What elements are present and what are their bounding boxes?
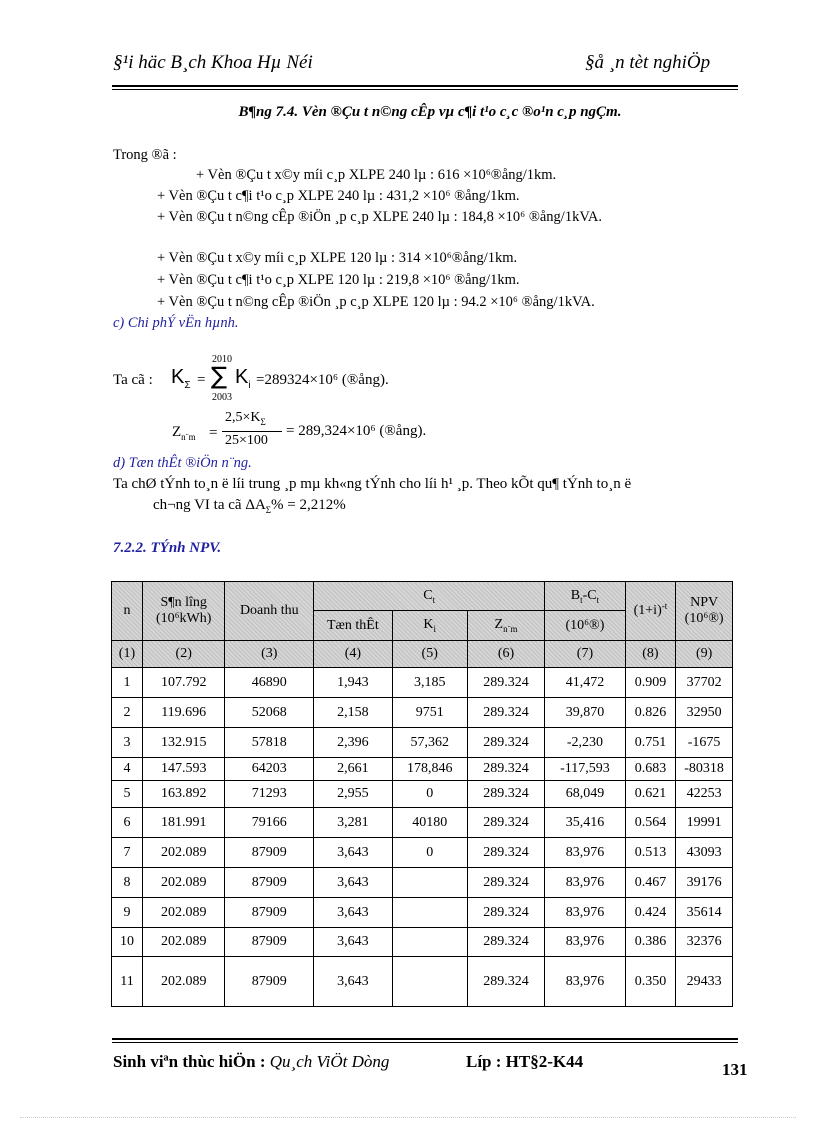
table-cell: 10 [112, 928, 143, 957]
equals-sign-2: = [209, 425, 218, 441]
header-university: §¹i häc B¸ch Khoa Hµ Néi [113, 52, 313, 73]
npv-table [111, 581, 733, 1007]
table-cell: 83,976 [545, 957, 625, 1007]
table-row [112, 898, 733, 928]
table-cell: 41,472 [545, 668, 625, 698]
header-rule [112, 85, 738, 87]
table-row [112, 957, 733, 1007]
table-cell: 43093 [676, 838, 733, 868]
table-cell: 0.467 [625, 868, 676, 898]
table-cell: 87909 [225, 898, 314, 928]
table-cell: 11 [112, 957, 143, 1007]
formula-k-i: $K_i$ [235, 366, 251, 391]
table-cell: 83,976 [545, 898, 625, 928]
index-cell: (2) [142, 641, 225, 668]
table-cell: 289.324 [467, 668, 544, 698]
table-cell: 202.089 [142, 898, 225, 928]
table-cell: 0.424 [625, 898, 676, 928]
item-240-renovate: + Vèn ®Çu t c¶i t¹o c¸p XLPE 240 lµ : 431,2 ×10⁶ ®ång/1km. [157, 188, 520, 204]
table-cell: 52068 [225, 698, 314, 728]
item-120-upgrade: + Vèn ®Çu t n©ng cÊp ®iÖn ¸p c¸p XLPE 120 lµ : 94.2 ×10⁶ ®ång/1kVA. [157, 294, 595, 310]
sum-lower-limit: 2003 [212, 392, 232, 403]
item-240-new: + Vèn ®Çu t x©y míi c¸p XLPE 240 lµ : 616 ×10⁶®ång/1km. [196, 167, 557, 183]
table-cell: 83,976 [545, 868, 625, 898]
header-doanh-thu: Doanh thu [225, 582, 314, 641]
npv-table-body [112, 668, 733, 1007]
footer-rule-thin [112, 1042, 738, 1043]
table-cell: 3 [112, 728, 143, 758]
table-cell: 0.564 [625, 808, 676, 838]
section-d-paragraph-2: ch¬ng VI ta cã $\Delta A_\Sigma\% = 2,212\%$ [153, 497, 346, 515]
sum-upper-limit: 2010 [212, 354, 232, 365]
table-cell: 9 [112, 898, 143, 928]
table-cell: 3,643 [314, 928, 392, 957]
header-znam: $Z_{n¨m}$ [467, 611, 544, 641]
table-cell: 29433 [676, 957, 733, 1007]
table-row [112, 808, 733, 838]
table-cell: 3,643 [314, 898, 392, 928]
table-cell: 2,661 [314, 758, 392, 781]
table-row [112, 728, 733, 758]
formula-prefix: Ta cã : [113, 372, 153, 388]
section-722-heading: 7.2.2. TÝnh NPV. [113, 540, 222, 556]
table-cell: 3,643 [314, 868, 392, 898]
table-cell: 289.324 [467, 838, 544, 868]
table-cell: 289.324 [467, 808, 544, 838]
index-cell: (3) [225, 641, 314, 668]
item-120-new: + Vèn ®Çu t x©y míi c¸p XLPE 120 lµ : 314 ×10⁶®ång/1km. [157, 250, 518, 266]
table-cell: 2,955 [314, 781, 392, 808]
header-npv: NPV (10⁶®) [676, 582, 733, 641]
formula-k-sigma: $K_\Sigma$ [171, 366, 191, 391]
intro-text: Trong ®ã : [113, 147, 177, 163]
table-cell: 107.792 [142, 668, 225, 698]
table-cell: 40180 [392, 808, 467, 838]
table-row [112, 928, 733, 957]
table-cell: 289.324 [467, 758, 544, 781]
table-cell: 39,870 [545, 698, 625, 728]
footer-class: Líp : HT§2-K44 [466, 1052, 584, 1071]
page-edge [20, 1117, 796, 1118]
table-cell: 57818 [225, 728, 314, 758]
table-cell: 35,416 [545, 808, 625, 838]
table-cell: -2,230 [545, 728, 625, 758]
index-cell: (9) [676, 641, 733, 668]
table-cell: 289.324 [467, 898, 544, 928]
table-cell [392, 868, 467, 898]
footer-student: Sinh viªn thùc hiÖn : Qu¸ch ViÖt Dòng [113, 1052, 390, 1071]
table-cell: 0.386 [625, 928, 676, 957]
table-cell: 0.909 [625, 668, 676, 698]
table-cell: 132.915 [142, 728, 225, 758]
table-cell: 178,846 [392, 758, 467, 781]
table-cell: 3,643 [314, 838, 392, 868]
header-ct: $C_t$ [314, 582, 545, 611]
table-row [112, 698, 733, 728]
table-cell: 0.350 [625, 957, 676, 1007]
table-cell [392, 957, 467, 1007]
table-cell: 1 [112, 668, 143, 698]
table-cell: 0.826 [625, 698, 676, 728]
section-c-heading: c) Chi phÝ vËn hµnh. [113, 315, 239, 331]
table-cell: 3,281 [314, 808, 392, 838]
header-n: n [112, 582, 143, 641]
section-d-paragraph-1: Ta chØ tÝnh to¸n ë líi trung ¸p mµ kh«ng tÝnh cho líi h¹ ¸p. Theo kÕt qu¶ tÝnh to¸n ë [113, 476, 632, 492]
item-240-upgrade: + Vèn ®Çu t n©ng cÊp ®iÖn ¸p c¸p XLPE 240 lµ : 184,8 ×10⁶ ®ång/1kVA. [157, 209, 603, 225]
formula2-result: = 289,324×10⁶ (®ång). [286, 423, 427, 439]
table-cell: 0.683 [625, 758, 676, 781]
table-cell: 0 [392, 781, 467, 808]
footer-rule [112, 1038, 738, 1040]
table-cell: 0.621 [625, 781, 676, 808]
table-cell: 147.593 [142, 758, 225, 781]
table-cell: 64203 [225, 758, 314, 781]
index-cell: (6) [467, 641, 544, 668]
table-cell: 19991 [676, 808, 733, 838]
table-cell [392, 928, 467, 957]
fraction-bar [222, 431, 282, 432]
table-cell: 202.089 [142, 838, 225, 868]
fraction-numerator: $2,5\times K_\Sigma$ [225, 410, 266, 427]
table-cell: 2 [112, 698, 143, 728]
table-cell [392, 898, 467, 928]
table-cell: 42253 [676, 781, 733, 808]
table-cell: 4 [112, 758, 143, 781]
table-cell: -117,593 [545, 758, 625, 781]
table-cell: 289.324 [467, 868, 544, 898]
table-cell: 32950 [676, 698, 733, 728]
table-cell: 181.991 [142, 808, 225, 838]
table-cell: 8 [112, 868, 143, 898]
table-cell: 202.089 [142, 957, 225, 1007]
table-cell: 119.696 [142, 698, 225, 728]
table-row [112, 758, 733, 781]
header-ki: $K_i$ [392, 611, 467, 641]
table-cell: 57,362 [392, 728, 467, 758]
table-cell: 0.751 [625, 728, 676, 758]
table-cell: 32376 [676, 928, 733, 957]
table-cell: 87909 [225, 957, 314, 1007]
index-cell: (7) [545, 641, 625, 668]
table-cell: 79166 [225, 808, 314, 838]
table-cell: 3,185 [392, 668, 467, 698]
table-cell: 9751 [392, 698, 467, 728]
table-cell: 3,643 [314, 957, 392, 1007]
header-bt-ct: $B_t-C_t$ [545, 582, 625, 611]
fraction-denominator: 25×100 [225, 433, 268, 448]
table-cell: 39176 [676, 868, 733, 898]
table-cell: 202.089 [142, 868, 225, 898]
table-cell: 0.513 [625, 838, 676, 868]
index-cell: (8) [625, 641, 676, 668]
table-row [112, 868, 733, 898]
table-cell: 289.324 [467, 928, 544, 957]
table-cell: 46890 [225, 668, 314, 698]
table-cell: 37702 [676, 668, 733, 698]
table-cell: 87909 [225, 928, 314, 957]
table-cell: 1,943 [314, 668, 392, 698]
formula1-result: =289324×10⁶ (®ång). [256, 372, 389, 388]
equals-sign: = [197, 372, 206, 388]
table-cell: 289.324 [467, 728, 544, 758]
table-cell: 35614 [676, 898, 733, 928]
header-ton-that: Tæn thÊt [314, 611, 392, 641]
table-cell: 7 [112, 838, 143, 868]
table-cell: 202.089 [142, 928, 225, 957]
table-cell: 2,396 [314, 728, 392, 758]
table-cell: 289.324 [467, 957, 544, 1007]
table-cell: 163.892 [142, 781, 225, 808]
table-cell: 68,049 [545, 781, 625, 808]
sigma-icon: ∑ [211, 362, 228, 390]
student-name: Qu¸ch ViÖt Dòng [269, 1052, 390, 1071]
header-thesis: §å ¸n tèt nghiÖp [585, 52, 711, 73]
table-cell: 87909 [225, 868, 314, 898]
section-d-heading: d) Tæn thÊt ®iÖn n¨ng. [113, 455, 252, 471]
table-cell: 289.324 [467, 781, 544, 808]
table-cell: 0 [392, 838, 467, 868]
table-cell: 289.324 [467, 698, 544, 728]
table-caption: B¶ng 7.4. Vèn ®Çu t n©ng cÊp vµ c¶i t¹o c¸c ®o¹n c¸p ngÇm. [238, 104, 622, 120]
header-rule-thin [112, 89, 738, 90]
table-cell: 5 [112, 781, 143, 808]
header-discount: $(1+i)^{-t}$ [625, 582, 676, 641]
table-cell: 87909 [225, 838, 314, 868]
table-cell: -80318 [676, 758, 733, 781]
formula-z-nam: $Z_{n¨m}$ [172, 424, 196, 442]
table-cell: 83,976 [545, 928, 625, 957]
table-row [112, 781, 733, 808]
table-row [112, 838, 733, 868]
table-cell: 71293 [225, 781, 314, 808]
table-cell: 2,158 [314, 698, 392, 728]
table-cell: -1675 [676, 728, 733, 758]
index-cell: (4) [314, 641, 392, 668]
header-san-luong: S¶n lîng (10⁶kWh) [142, 582, 225, 641]
page-number: 131 [722, 1060, 748, 1079]
table-cell: 83,976 [545, 838, 625, 868]
table-row [112, 668, 733, 698]
index-cell: (1) [112, 641, 143, 668]
header-bt-ct-unit: (10⁶®) [545, 611, 625, 641]
table-cell: 6 [112, 808, 143, 838]
item-120-renovate: + Vèn ®Çu t c¶i t¹o c¸p XLPE 120 lµ : 219,8 ×10⁶ ®ång/1km. [157, 272, 520, 288]
index-cell: (5) [392, 641, 467, 668]
